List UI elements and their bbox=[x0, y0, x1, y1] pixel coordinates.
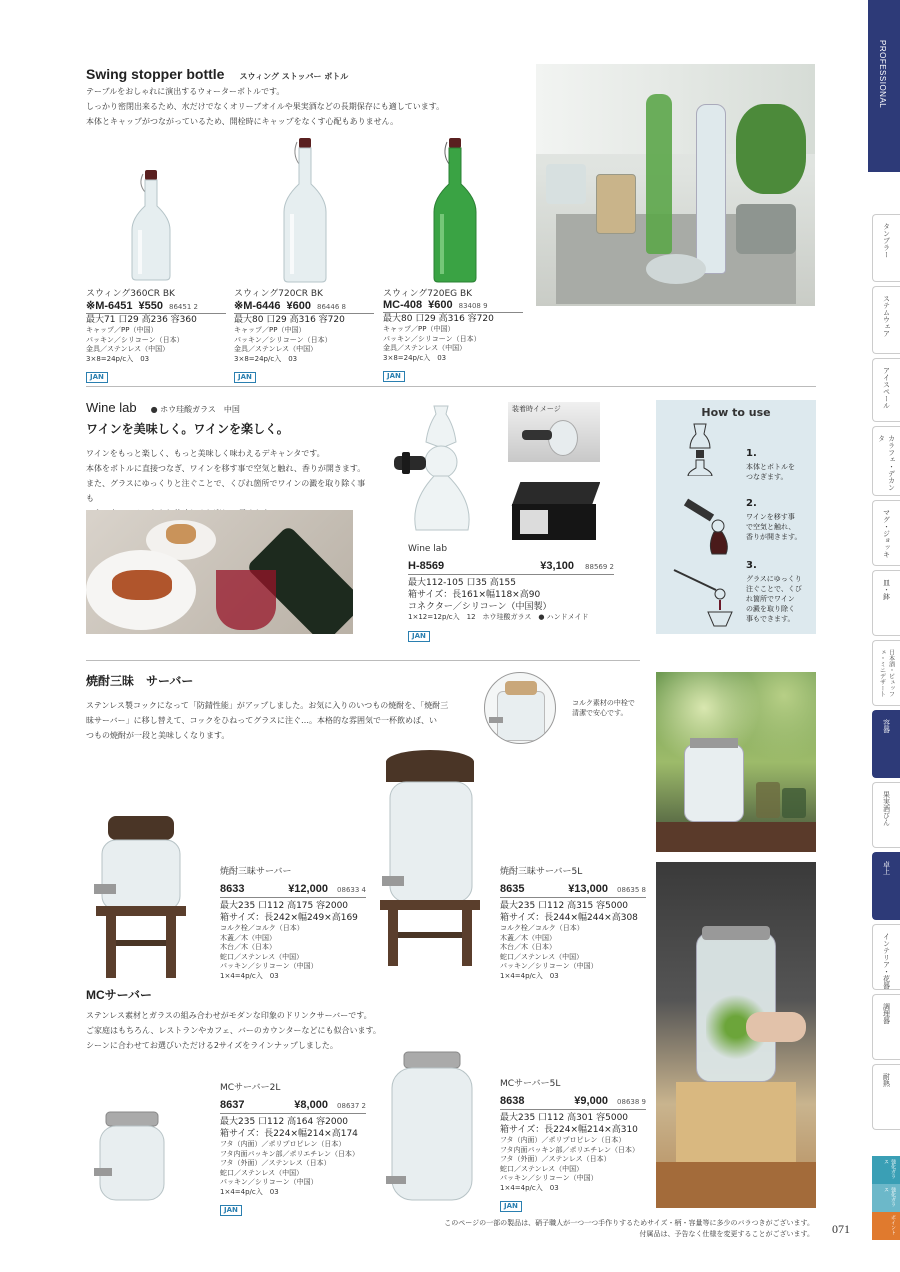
jan-code: 08633 4 bbox=[337, 886, 366, 894]
mc-server-2l-image bbox=[92, 1108, 172, 1204]
jan-code: 88569 2 bbox=[585, 563, 614, 571]
swing-header bbox=[86, 64, 348, 83]
step3-illustration-icon bbox=[664, 564, 740, 628]
step2-text: ワインを移す事 で空気と触れ、 香りが開きます。 bbox=[746, 513, 802, 541]
jan-code: 86446 8 bbox=[317, 303, 346, 311]
product-code: H-8569 bbox=[408, 560, 445, 572]
product-name: スウィング720CR BK bbox=[234, 289, 323, 299]
product-name: スウィング360CR BK bbox=[86, 289, 175, 299]
swing-subtitle: スウィング ストッパー ボトル bbox=[239, 72, 349, 81]
side-tab-icepail[interactable]: アイスペール bbox=[872, 358, 900, 422]
jan-code: 86451 2 bbox=[169, 303, 198, 311]
shochu-product-1: 焼酎三昧サーバー 8633 ¥12,000 08633 4 最大235 口112 高175 容2000 箱サイズ：長242×幅249×高169 コルク栓／コルク（日本） 木蓋／木（中国） 木台／木（日本） 蛇口／ステンレス（中国） パッキン／シリコーン（中国） 1×4=4p/c入 03 bbox=[220, 864, 366, 981]
jan-badge: JAN bbox=[408, 631, 430, 642]
swing-product-1: スウィング360CR BK ※M-6451 ¥550 86451 2 最大71 口29 高236 容360 キャップ／PP（中国） パッキン／シリコーン（日本） 金具／ステンレス（中国） 3×8=24p/c入 03 JAN bbox=[86, 286, 226, 383]
product-code: 8635 bbox=[500, 883, 525, 895]
side-tab-sake[interactable]: 日本酒・ビュッフェ・ミニデザート bbox=[872, 640, 900, 706]
step1-number: 1. bbox=[746, 448, 757, 459]
winelab-title: Wine lab bbox=[86, 400, 137, 415]
jan-badge: JAN bbox=[220, 1205, 242, 1216]
swing-product-3: スウィング720EG BK MC-408 ¥600 83408 9 最大80 口29 高316 容720 キャップ／PP（中国） パッキン／シリコーン（日本） 金具／ステンレス（中国） 3×8=24p/c入 03 JAN bbox=[383, 286, 523, 382]
divider-1 bbox=[86, 386, 816, 387]
divider-2 bbox=[86, 660, 640, 661]
product-name: Wine lab bbox=[408, 544, 448, 554]
bottle-720cr-image bbox=[280, 134, 330, 284]
side-tab-tempered-2[interactable]: 強化ガラス bbox=[872, 1184, 900, 1212]
winelab-description: ワインをもっと楽しく、もっと美味しく味わえるデキャンタです。 本体をボトルに直接つなぎ、ワインを移す事で空気と触れ、香りが開きます。 また、グラスにゆっくりと注ぐことで、くびれ箇所でワインの澱を取り除く事も bbox=[86, 449, 366, 503]
mc-description: ステンレス素材とガラスの組み合わせがモダンな印象のドリンクサーバーです。 ご家庭はもちろん、レストランやカフェ、バーのカウンターなどにも似合います。 シーンに合わせてお選びいただける2サイズをラインナップしました。 bbox=[86, 1011, 381, 1050]
product-price: ¥12,000 bbox=[288, 883, 328, 895]
product-dimensions: 最大80 口29 高316 容720 bbox=[234, 315, 345, 325]
product-price: ¥9,000 bbox=[574, 1095, 608, 1107]
jan-code: 08635 8 bbox=[617, 886, 646, 894]
side-tab-tempered-1[interactable]: 強化ガラス bbox=[872, 1156, 900, 1184]
shochu-title: 焼酎三昧 サーバー bbox=[86, 674, 194, 688]
brand-label: PROFESSIONAL bbox=[878, 40, 887, 109]
side-tab-cookware[interactable]: 調理器 bbox=[872, 994, 900, 1060]
attached-image-photo bbox=[508, 402, 600, 462]
side-tab-stemware[interactable]: ステムウェア bbox=[872, 286, 900, 354]
gift-box-photo bbox=[508, 476, 600, 546]
how-to-use-title: How to use bbox=[701, 406, 771, 419]
product-code: ※M-6451 bbox=[86, 300, 133, 312]
swing-description: テーブルをおしゃれに演出するウォーターボトルです。 しっかり密閉出来るため、水だけでなくオリーブオイルや果実酒などの長期保存にも適しています。 本体とキャップがつながっているため、開栓時にキャップをなくす心配もありません。 bbox=[86, 87, 445, 126]
winelab-material: ● ホウ珪酸ガラス 中国 bbox=[150, 405, 240, 414]
product-code: 8633 bbox=[220, 883, 245, 895]
jan-badge: JAN bbox=[500, 1201, 522, 1212]
product-dimensions: 最大71 口29 高236 容360 bbox=[86, 315, 197, 325]
product-code: MC-408 bbox=[383, 299, 423, 311]
jan-badge: JAN bbox=[86, 372, 108, 383]
cork-note: コルク素材の中栓で 清潔で安心です。 bbox=[572, 699, 635, 717]
side-tab-carafe[interactable]: カラフェ・デカンタ bbox=[872, 426, 900, 496]
product-price: ¥3,100 bbox=[540, 560, 574, 572]
side-tab-mug[interactable]: マグ・ジョッキ bbox=[872, 500, 900, 566]
bottle-360-image bbox=[128, 166, 174, 282]
product-code: 8638 bbox=[500, 1095, 525, 1107]
side-tab-tumbler[interactable]: タンブラー bbox=[872, 214, 900, 282]
jan-badge: JAN bbox=[383, 371, 405, 382]
product-price: ¥600 bbox=[286, 300, 311, 312]
winelab-product-image bbox=[390, 402, 500, 538]
step2-illustration-icon bbox=[682, 492, 738, 556]
product-name: MCサーバー5L bbox=[500, 1079, 561, 1089]
mc-product-1: MCサーバー2L 8637 ¥8,000 08637 2 最大235 口112 高164 容2000 箱サイズ：長224×幅214×高174 フタ（内面）／ポリプロピレン（日本） フタ内面パッキン部／ポリエチレン（日本） フタ（外面）／ステンレス（日本） 蛇口／ステンレス（中国） パッキン／シリコーン（中国） 1×4=4p/c入 03 JAN bbox=[220, 1080, 366, 1216]
swing-lifestyle-photo bbox=[536, 64, 815, 306]
product-name: 焼酎三昧サーバー bbox=[220, 867, 292, 877]
mc-product-2: MCサーバー5L 8638 ¥9,000 08638 9 最大235 口112 高301 容5000 箱サイズ：長224×幅214×高310 フタ（内面）／ポリプロピレン（日本） フタ内面パッキン部／ポリエチレン（日本） フタ（外面）／ステンレス（日本） 蛇口／ステンレス（中国） パッキン／シリコーン（中国） 1×4=4p/c入 03 JAN bbox=[500, 1076, 646, 1212]
shochu-server-2l-image bbox=[86, 810, 196, 980]
jan-badge: JAN bbox=[234, 372, 256, 383]
bottle-720eg-image bbox=[430, 134, 480, 284]
attached-image-label: 装着時イメージ bbox=[512, 405, 561, 413]
side-tab-tabletop[interactable]: 卓上 bbox=[872, 852, 900, 920]
shochu-server-5l-image bbox=[370, 748, 490, 968]
jan-code: 08638 9 bbox=[617, 1098, 646, 1106]
cork-detail-image bbox=[484, 672, 556, 744]
side-tab-point[interactable]: ポイント bbox=[872, 1212, 900, 1240]
swing-title: Swing stopper bottle bbox=[86, 66, 225, 82]
product-code: 8637 bbox=[220, 1099, 245, 1111]
side-tab-container[interactable]: 容器 bbox=[872, 710, 900, 778]
product-price: ¥550 bbox=[138, 300, 163, 312]
winelab-product: Wine lab H-8569 ¥3,100 88569 2 最大112-105 口35 高155 箱サイズ：長161×幅118×高90 コネクター／シリコーン（中国製） 1×12=12p/c入 12 ホウ珪酸ガラス ● ハンドメイド JAN bbox=[408, 544, 614, 640]
product-dimensions: 最大80 口29 高316 容720 bbox=[383, 314, 494, 324]
side-tab-fruit-wine[interactable]: 果実酒びん bbox=[872, 782, 900, 848]
product-name: MCサーバー2L bbox=[220, 1083, 281, 1093]
page-number: 071 bbox=[832, 1222, 850, 1236]
footer-notes: このページの一部の製品は、硝子職人が一つ一つ手作りするためサイズ・柄・容量等に多少のバラつきがございます。 付属品は、予告なく仕様を変更することがございます。 bbox=[444, 1219, 814, 1238]
product-price: ¥600 bbox=[428, 299, 453, 311]
winelab-catch: ワインを美味しく。ワインを楽しく。 bbox=[86, 422, 289, 436]
side-tab-plate[interactable]: 皿・鉢 bbox=[872, 570, 900, 636]
mc-server-5l-image bbox=[384, 1048, 480, 1204]
side-tab-heatproof[interactable]: 耐熱 bbox=[872, 1064, 900, 1130]
winelab-header bbox=[86, 400, 240, 415]
step3-number: 3. bbox=[746, 560, 757, 571]
product-code: ※M-6446 bbox=[234, 300, 281, 312]
shochu-product-2: 焼酎三昧サーバー5L 8635 ¥13,000 08635 8 最大235 口112 高315 容5000 箱サイズ：長244×幅244×高308 コルク栓／コルク（日本） 木蓋／木（中国） 木台／木（日本） 蛇口／ステンレス（中国） パッキン／シリコーン（中国） 1×4=4p/c入 03 bbox=[500, 864, 646, 981]
brand-tab bbox=[868, 0, 900, 172]
mc-lifestyle-photo bbox=[656, 862, 816, 1208]
jan-code: 08637 2 bbox=[337, 1102, 366, 1110]
mc-title: MCサーバー bbox=[86, 988, 153, 1002]
product-price: ¥8,000 bbox=[294, 1099, 328, 1111]
shochu-lifestyle-photo bbox=[656, 672, 816, 852]
product-price: ¥13,000 bbox=[568, 883, 608, 895]
step3-text: グラスにゆっくり 注ぐことで、くび れ箇所でワイン の澱を取り除く 事もできます。 bbox=[746, 575, 802, 623]
step1-illustration-icon bbox=[680, 422, 720, 476]
wine-dinner-photo bbox=[86, 510, 353, 634]
step2-number: 2. bbox=[746, 498, 757, 509]
how-to-use-panel bbox=[656, 400, 816, 634]
step1-text: 本体とボトルを つなぎます。 bbox=[746, 463, 795, 481]
side-tab-interior[interactable]: インテリア・花器 bbox=[872, 924, 900, 990]
shochu-description: ステンレス製コックになって「防錆性能」がアップしました。お気に入りのいつもの焼酎を、「焼酎三 昧サーバー」に移し替えて、コックをひねってグラスに注ぐ…。本格的な雰囲気で一杯飲めば、い つもの焼酎が一段と美味しくなります。 bbox=[86, 701, 449, 740]
product-name: 焼酎三昧サーバー5L bbox=[500, 867, 583, 877]
product-name: スウィング720EG BK bbox=[383, 289, 473, 299]
jan-code: 83408 9 bbox=[458, 302, 488, 310]
swing-product-2: スウィング720CR BK ※M-6446 ¥600 86446 8 最大80 口29 高316 容720 キャップ／PP（中国） パッキン／シリコーン（日本） 金具／ステンレス（中国） 3×8=24p/c入 03 JAN bbox=[234, 286, 374, 383]
